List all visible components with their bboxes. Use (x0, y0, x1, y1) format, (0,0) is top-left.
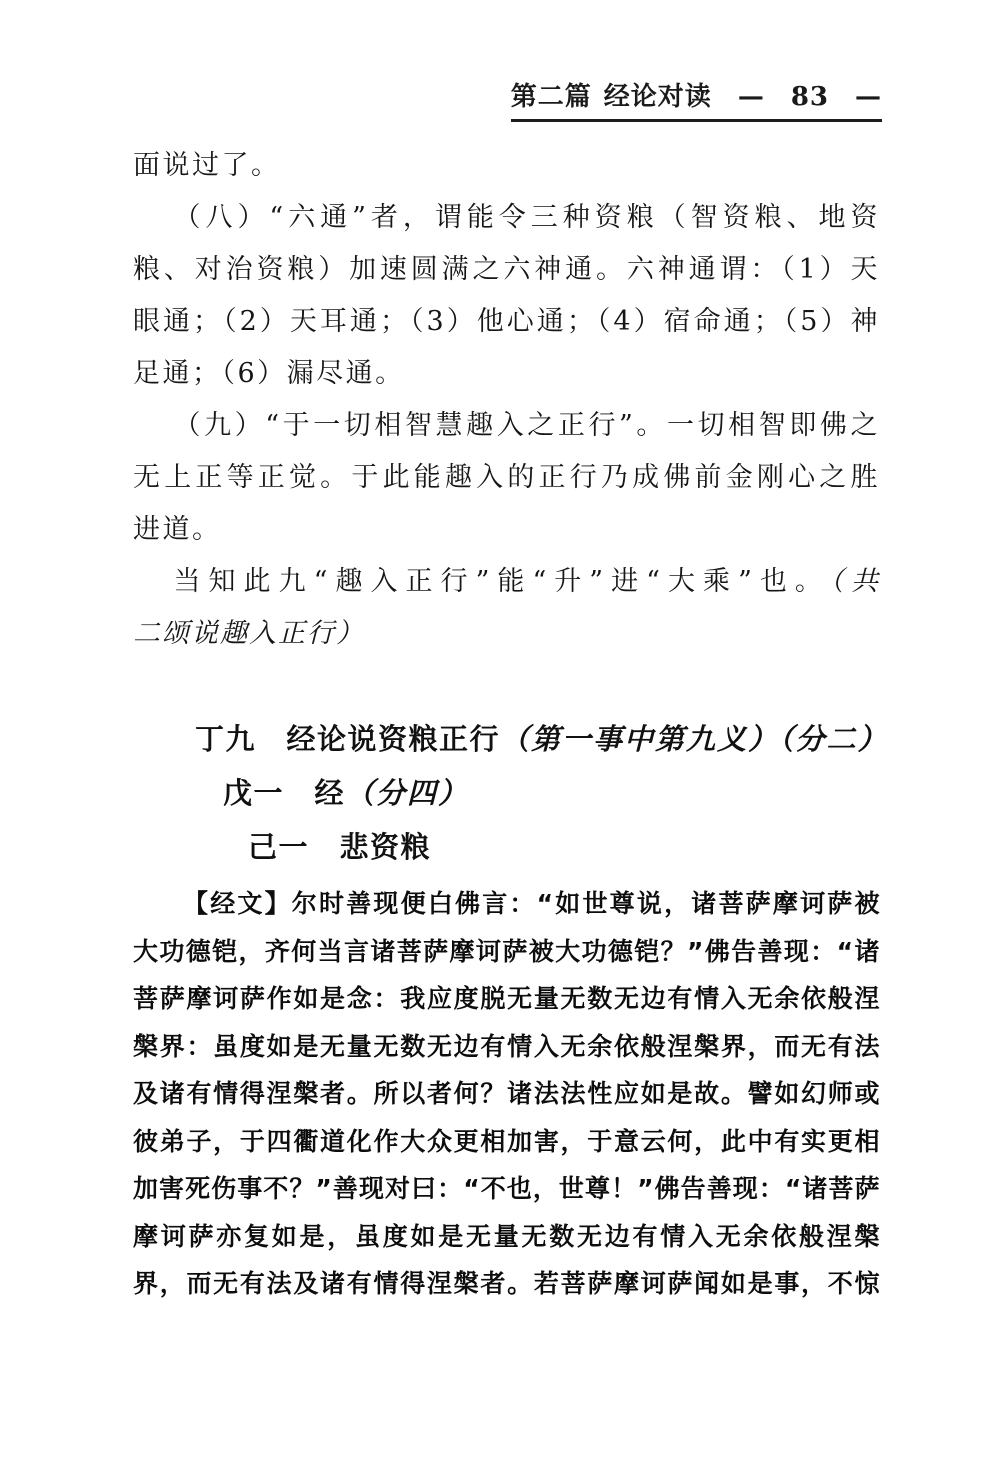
text-line (133, 1023, 880, 1071)
header-title: 经论对读 (603, 82, 712, 112)
text-segment (256, 722, 287, 756)
text-segment: 无上正等正觉。于此能趣入的正行乃成佛前金刚心之胜 (133, 462, 880, 493)
text-segment: 丁九 (195, 722, 257, 756)
text-line (133, 400, 880, 452)
text-segment: 经 (314, 776, 346, 810)
text-line (133, 296, 880, 348)
text-segment: 眼通；（2）天耳通；（3）他心通；（4）宿命通；（5）神 (133, 306, 880, 337)
text-segment: 彼弟子，于四衢道化作大众更相加害，于意云何，此中有实更相 (133, 1126, 880, 1156)
text-line (133, 880, 880, 928)
text-segment: 进道。 (133, 514, 222, 545)
text-segment: 加害死伤事不？”善现对曰：“不也，世尊！”佛告善现：“诸菩萨 (133, 1174, 880, 1203)
text-line (133, 1118, 880, 1166)
text-line (133, 556, 880, 608)
text-segment (284, 776, 315, 810)
text-line (248, 820, 880, 874)
text-segment (309, 830, 340, 864)
text-segment: 摩诃萨亦复如是，虽度如是无量无数无边有情入无余依般涅槃 (133, 1221, 880, 1251)
text-line (133, 452, 880, 504)
text-segment: 【经文】尔时善现便白佛言：“如世尊说，诸菩萨摩诃萨被 (183, 889, 880, 918)
paragraph-eight-six-powers (133, 192, 880, 400)
text-segment: 己一 (248, 830, 310, 864)
text-line (133, 1260, 880, 1308)
text-segment: 戊一 (223, 776, 285, 810)
text-line (133, 192, 880, 244)
heading-wu-one (133, 766, 880, 820)
kai-style-text: （分四） (345, 776, 470, 810)
text-line (133, 244, 880, 296)
kai-style-text: （共 (829, 566, 880, 597)
header-dash-right: — (855, 82, 882, 112)
sutra-text-paragraph (133, 880, 880, 1308)
text-segment: 悲资粮 (339, 830, 432, 864)
text-segment: 槃界：虽度如是无量无数无边有情入无余依般涅槃界，而无有法 (133, 1031, 880, 1061)
text-segment: 足通；（6）漏尽通。 (133, 358, 405, 389)
text-line (133, 608, 880, 660)
text-line (133, 504, 880, 556)
text-line (223, 766, 880, 820)
text-segment: 及诸有情得涅槃者。所以者何？诸法法性应如是故。譬如幻师或 (133, 1079, 880, 1108)
text-segment: 菩萨摩诃萨作如是念：我应度脱无量无数无边有情入无余依般涅 (133, 984, 880, 1013)
text-segment: （八）“六通”者，谓能令三种资粮（智资粮、地资 (173, 202, 880, 233)
paragraph-continuation (133, 140, 880, 192)
running-header (511, 76, 882, 122)
text-line (133, 1070, 880, 1118)
text-segment: 粮、对治资粮）加速圆满之六神通。六神通谓：（1）天 (133, 254, 880, 285)
text-segment: 当知此九“趣入正行”能“升”进“大乘”也。 (173, 566, 830, 597)
paragraph-nine-correct-practice (133, 400, 880, 556)
text-segment: 界，而无有法及诸有情得涅槃者。若菩萨摩诃萨闻如是事，不惊 (133, 1269, 880, 1298)
kai-style-text: （第一事中第九义）（分二） (500, 722, 889, 756)
header-section: 第二篇 (510, 82, 592, 112)
paragraph-conclusion (133, 556, 880, 660)
page-number: 83 (790, 82, 829, 112)
header-dash-left: — (737, 82, 765, 112)
text-segment: 大功德铠，齐何当言诸菩萨摩诃萨被大功德铠？”佛告善现：“诸 (133, 936, 880, 966)
heading-ding-nine (133, 712, 889, 766)
kai-style-text: 二颂说趣入正行） (133, 618, 365, 649)
text-segment: （九）“于一切相智慧趣入之正行”。一切相智即佛之 (173, 410, 880, 441)
text-segment: 经论说资粮正行 (286, 722, 501, 756)
page-body (133, 140, 889, 1308)
heading-ji-one (133, 820, 880, 874)
text-line (133, 348, 880, 400)
text-line (195, 712, 889, 766)
text-line (133, 1213, 880, 1261)
text-segment: 面说过了。 (133, 150, 281, 181)
text-line (133, 140, 880, 192)
text-line (133, 928, 880, 976)
text-line (133, 975, 880, 1023)
text-line (133, 1165, 880, 1213)
